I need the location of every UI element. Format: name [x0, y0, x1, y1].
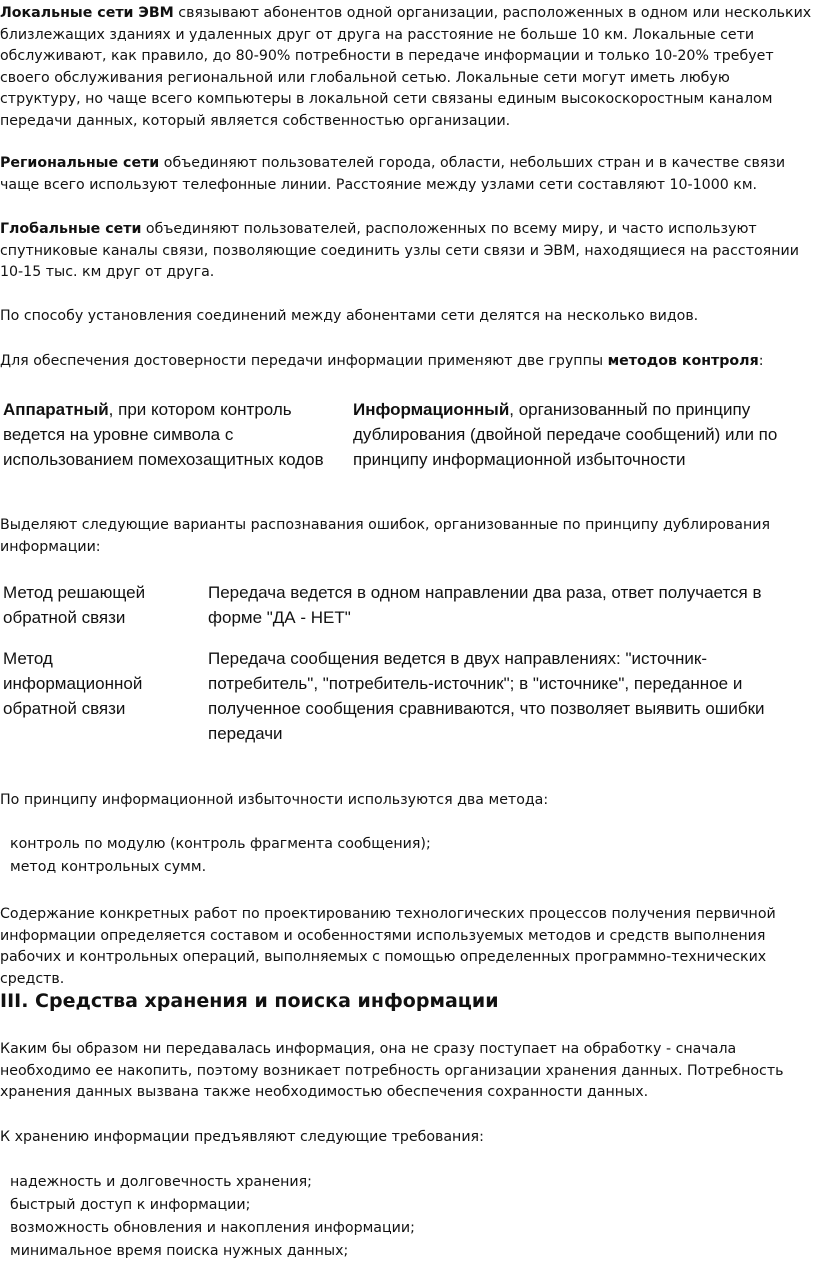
information-method-text: , организованный по принципу дублирования (двойной передаче сообщений) или по принципу информационной избыточности — [353, 400, 778, 469]
control-methods-paragraph — [0, 351, 814, 373]
hardware-method-text: , при котором контроль ведется на уровне символа с использованием помехозащитных кодов — [3, 400, 324, 469]
local-networks-term: Локальные сети ЭВМ — [0, 5, 174, 21]
section-heading: III. Средства хранения и поиска информации — [0, 990, 499, 1012]
control-methods-text: Для обеспечения достоверности передачи информации применяют две группы — [0, 353, 608, 369]
redundancy-method-item: метод контрольных сумм. — [10, 859, 207, 875]
global-networks-text: объединяют пользователей, расположенных по всему миру, и часто используют спутниковые каналы связи, позволяющие соединить узлы сети связи и ЭВМ, находящиеся на расстоянии 10-15 тыс. км друг от друга. — [0, 221, 799, 281]
requirements-paragraph: К хранению информации предъявляют следующие требования: — [0, 1129, 484, 1145]
information-method-cell — [353, 397, 813, 472]
global-networks-paragraph — [0, 219, 814, 284]
content-paragraph: Содержание конкретных работ по проектированию технологических процессов получения первичной информации определяется составом и особенностями используемых методов и средств выполнения рабочих и контрольных операций, выполняемых с помощью определенных программно-технических средств. — [0, 906, 776, 987]
requirement-item: надежность и долговечность хранения; — [10, 1174, 312, 1190]
information-method-term: Информационный — [353, 400, 510, 419]
requirement-item: быстрый доступ к информации; — [10, 1197, 251, 1213]
variants-paragraph: Выделяют следующие варианты распознавания ошибок, организованные по принципу дублирования информации: — [0, 517, 770, 555]
requirement-item: минимальное время поиска нужных данных; — [10, 1243, 349, 1259]
global-networks-term: Глобальные сети — [0, 221, 142, 237]
control-methods-term: методов контроля — [607, 353, 759, 369]
requirement-item: возможность обновления и накопления информации; — [10, 1220, 415, 1236]
regional-networks-term: Региональные сети — [0, 155, 160, 171]
regional-networks-text: объединяют пользователей города, области, небольших стран и в качестве связи чаще всего используют телефонные линии. Расстояние между узлами сети составляют 10-1000 км. — [0, 155, 786, 193]
regional-networks-paragraph — [0, 153, 814, 196]
redundancy-method-item: контроль по модулю (контроль фрагмента сообщения); — [10, 836, 431, 852]
local-networks-paragraph — [0, 3, 814, 133]
variant-name-decision-feedback: Метод решающей обратной связи — [3, 583, 146, 627]
local-networks-text: связывают абонентов одной организации, расположенных в одном или нескольких близлежащих зданиях и удаленных друг от друга на расстояние не больше 10 км. Локальные сети обслуживают, как правило, до 80-90% потребности в передаче информации и только 10-20% требует своего обслуживания региональной или глобальной сетью. Локальные сети могут иметь любую структуру, но чаще всего компьютеры в локальной сети связаны единым высокоскоростным каналом передачи данных, который является собственностью организации. — [0, 5, 812, 129]
hardware-method-term: Аппаратный — [3, 400, 109, 419]
variant-desc-information-feedback: Передача сообщения ведется в двух направлениях: "источник-потребитель", "потребитель-источник"; в "источнике", переданное и полученное сообщения сравниваются, что позволяет выявить ошибки передачи — [208, 649, 765, 743]
hardware-method-cell — [3, 397, 343, 472]
connection-types-paragraph: По способу установления соединений между абонентами сети делятся на несколько видов. — [0, 308, 699, 324]
variant-name-information-feedback: Метод информационной обратной связи — [3, 649, 143, 718]
variant-desc-decision-feedback: Передача ведется в одном направлении два раза, ответ получается в форме "ДА - НЕТ" — [208, 583, 762, 627]
storage-paragraph: Каким бы образом ни передавалась информация, она не сразу поступает на обработку - сначала необходимо ее накопить, поэтому возникает потребность организации хранения данных. Потребность хранения данных вызвана также необходимостью обеспечения сохранности данных. — [0, 1041, 784, 1101]
control-methods-colon: : — [758, 353, 764, 369]
redundancy-paragraph: По принципу информационной избыточности используются два метода: — [0, 792, 549, 808]
